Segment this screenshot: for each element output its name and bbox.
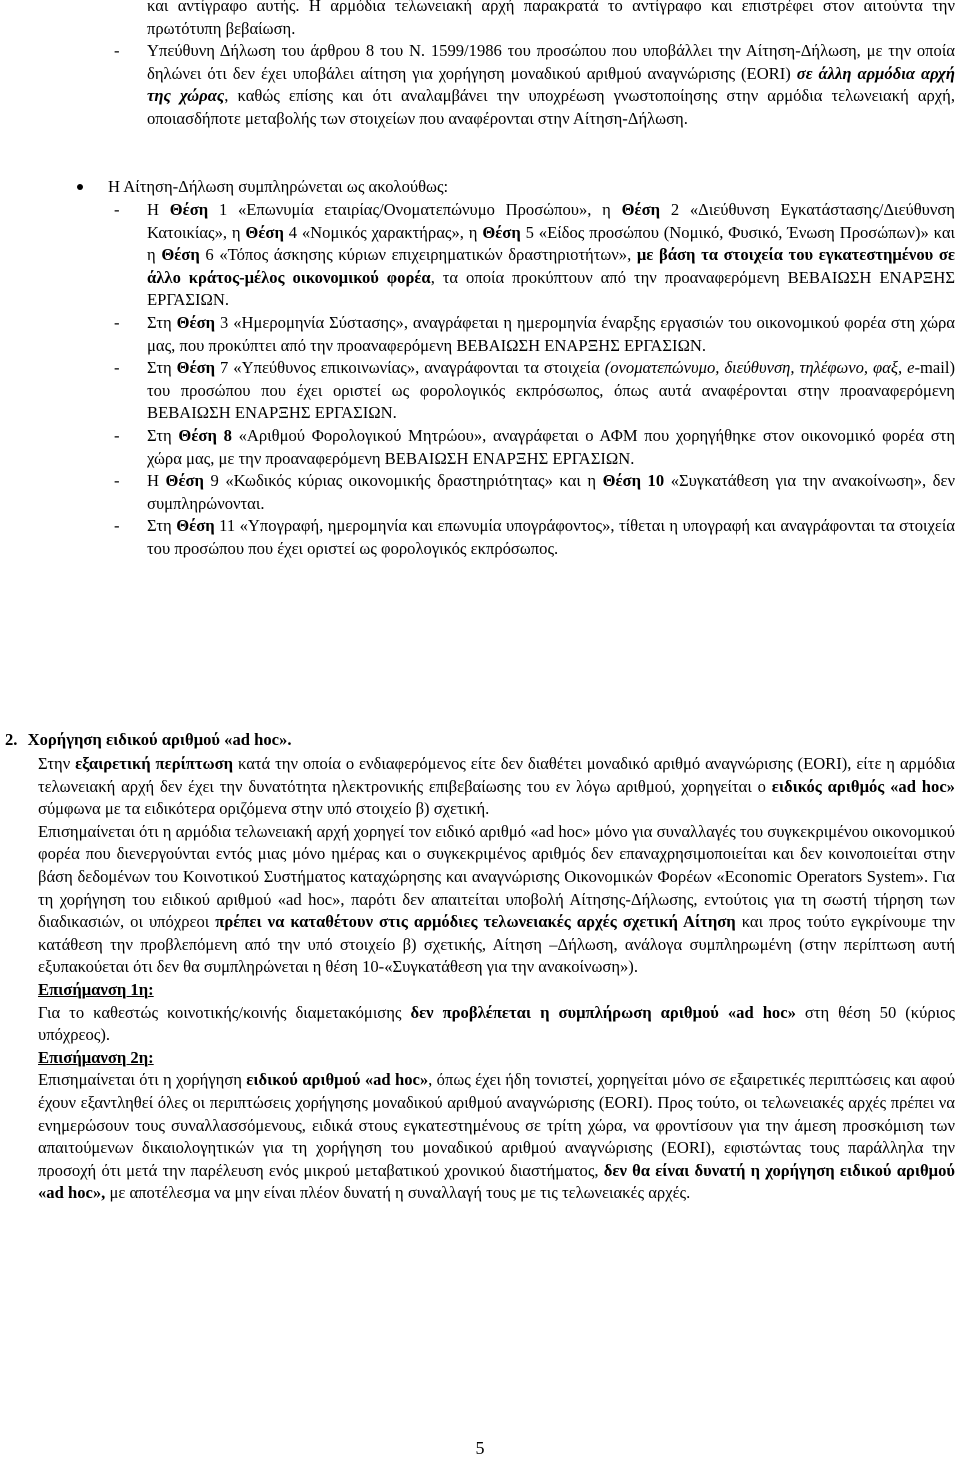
section-title: Χορήγηση ειδικού αριθμού «ad hoc».	[27, 730, 292, 749]
text-run: Στη	[147, 358, 177, 378]
text-run: 4 «Νομικός χαρακτήρας», η	[283, 222, 483, 242]
section-2-heading	[5, 729, 291, 752]
text-run: Η	[147, 200, 170, 219]
text-run: 11 «Υπογραφή, ημερομηνία και επωνυμία υπογράφοντος», τίθεται η υπογραφή και αναγράφονται τα στοιχεία του προσώπου που έχει οριστεί ως φορολογικός εκπρόσωπος.	[147, 516, 955, 558]
position-item	[114, 199, 956, 312]
bold-text: Θέση	[621, 200, 661, 219]
position-item	[114, 312, 955, 357]
text-run: Επισημαίνεται ότι η αρμόδια τελωνειακή αρχή χορηγεί τον ειδικό αριθμό «ad hoc» μόνο για συναλλαγές του συγκεκριμένου οικονομικού φορέα που διενεργούνται εντός μιας μόνο ημέρας και ο συγκεκριμένος αριθμός δεν επαναχρησιμοποιείται και δεν κοινοποιείται στην βάση δεδομένων του Κοινοτικού Συστήματος καταχώρησης και αναγνώρισης Οικονομικών Φορέων «Economic Operators System». Για τη χορήγηση του ειδικού αριθμού «ad hoc», παρότι δεν απαιτείται υποβολή Αίτησης-Δήλωσης, εντούτοις για τη σωστή τήρηση των διαδικασιών, οι υπόχρεοι	[38, 821, 955, 932]
bold-text: Θέση	[176, 358, 216, 378]
bold-text: ειδικού αριθμού «ad hoc»	[246, 1070, 429, 1090]
text-run: 5 «Είδος προσώπου (Νομικό, Φυσικό, Ένωση Προσώπων)» και η	[147, 222, 956, 265]
dash-item-declaration	[114, 40, 955, 130]
bold-text: εξαιρετική περίπτωση	[75, 754, 234, 773]
adhoc-paragraph-1	[38, 753, 955, 821]
note-2-text	[38, 1069, 955, 1205]
text-run: και προς τούτο εγκρίνουμε την κατάθεση την προβλεπόμενη από την υπό στοιχείο β) σχετικής, Αίτηση –Δήλωση, ανάλογα συμπληρωμένη (στην περίπτωση αυτή εξυπακούεται ότι δεν θα συμπληρώνεται η θέση 10-«Συγκατάθεση για την ανακοίνωση»).	[38, 912, 955, 977]
bold-text: πρέπει να καταθέτουν στις αρμόδιες τελωνειακές αρχές σχετική Αίτηση	[215, 912, 736, 932]
bold-text: με βάση τα στοιχεία του εγκατεστημένου σε άλλο κράτος-μέλος οικονομικού φορέα	[147, 245, 955, 287]
text-run: Στη	[147, 516, 177, 536]
bold-text: ειδικός αριθμός «ad hoc»	[771, 776, 955, 796]
bold-text: Θέση	[165, 471, 204, 491]
text-run: Στην	[38, 754, 76, 773]
text-run: Η	[147, 471, 166, 491]
position-item	[114, 425, 955, 470]
dash-mark: -	[114, 516, 120, 536]
text-run: -mail) του προσώπου που έχει οριστεί ως φορολογικός εκπρόσωπος, όπως αυτά αναφέρονται στην προαναφερόμενη ΒΕΒΑΙΩΣΗ ΕΝΑΡΞΗΣ ΕΡΓΑΣΙΩΝ.	[147, 358, 956, 423]
dash-mark: -	[114, 358, 120, 378]
bold-text: δεν προβλέπεται η συμπλήρωση αριθμού «ad hoc»	[410, 1002, 796, 1022]
bold-text: δεν θα είναι δυνατή η χορήγηση ειδικού αριθμού «ad hoc»,	[38, 1160, 955, 1203]
section-number: 2.	[5, 730, 18, 749]
declaration-emphasis: σε άλλη αρμόδια αρχή της χώρας	[147, 63, 955, 106]
text-run: Επισημαίνεται ότι η χορήγηση	[38, 1070, 247, 1090]
text-run: στη θέση 50 (κύριος υπόχρεος).	[38, 1002, 955, 1045]
dash-mark: -	[114, 471, 120, 491]
bold-text: Θέση	[176, 312, 216, 332]
position-item	[114, 470, 955, 515]
text-run: 6 «Τόπος άσκησης κύριων επιχειρηματικών δραστηριοτήτων»,	[199, 245, 637, 265]
dash-mark: -	[114, 312, 120, 332]
text-run: «Αριθμού Φορολογικού Μητρώου», αναγράφεται ο ΑΦΜ που χορηγήθηκε στον οικονομικό φορέα στη χώρα μας, με την προαναφερόμενη ΒΕΒΑΙΩΣΗ ΕΝΑΡΞΗΣ ΕΡΓΑΣΙΩΝ.	[147, 425, 955, 468]
text-run: Στη	[147, 312, 177, 332]
section-2-body	[38, 753, 955, 1205]
bold-text: Θέση 10	[602, 471, 665, 491]
bold-text: Θέση	[482, 222, 521, 242]
bold-text: Θέση	[161, 245, 200, 265]
dash-mark: -	[114, 200, 120, 219]
bold-text: Θέση	[169, 200, 209, 219]
text-run: σύμφωνα με τα ειδικότερα οριζόμενα στην υπό στοιχείο β) σχετική.	[38, 799, 490, 819]
text-run: Για το καθεστώς κοινοτικής/κοινής διαμετακόμισης	[38, 1002, 411, 1022]
note-2-title: Επισήμανση 2η:	[38, 1047, 154, 1067]
bold-text: Θέση 8	[178, 425, 232, 445]
text-run: Στη	[147, 425, 179, 445]
bold-text: Θέση	[176, 516, 215, 536]
bullet-intro	[108, 176, 955, 199]
note-1-title: Επισήμανση 1η:	[38, 979, 154, 999]
text-run: , τα οποία προκύπτουν από την προαναφερόμενη ΒΕΒΑΙΩΣΗ ΕΝΑΡΞΗΣ ΕΡΓΑΣΙΩΝ.	[147, 267, 955, 310]
position-item	[114, 515, 955, 560]
text-run: με αποτέλεσμα να μην είναι πλέον δυνατή η συναλλαγή τους με τις τελωνειακές αρχές.	[105, 1183, 691, 1203]
text-run: 3 «Ημερομηνία Σύστασης», αναγράφεται η ημερομηνία έναρξης εργασιών του οικονομικού φορέα στη χώρα μας, που προκύπτει από την προαναφερόμενη ΒΕΒΑΙΩΣΗ ΕΝΑΡΞΗΣ ΕΡΓΑΣΙΩΝ.	[147, 312, 955, 355]
text-run: 7 «Υπεύθυνος επικοινωνίας», αναγράφονται τα στοιχεία	[215, 358, 605, 378]
continuation-paragraph: και αντίγραφο αυτής. Η αρμόδια τελωνειακή αρχή παρακρατά το αντίγραφο και επιστρέφει στον αιτούντα την πρωτότυπη βεβαίωση.	[147, 0, 955, 38]
text-run: 1 «Επωνυμία εταιρίας/Ονοματεπώνυμο Προσώπου», η	[208, 200, 622, 219]
declaration-text-c: , καθώς επίσης και ότι αναλαμβάνει την υποχρέωση γνωστοποίησης στην αρμόδια τελωνειακή αρχή, οποιασδήποτε μεταβολής των στοιχείων που αναφέρονται στην Αίτηση-Δήλωση.	[147, 86, 955, 128]
italic-text: (ονοματεπώνυμο, διεύθυνση, τηλέφωνο, φαξ, e	[604, 358, 915, 378]
text-run: , όπως έχει ήδη τονιστεί, χορηγείται μόνο σε εξαιρετικές περιπτώσεις και αφού έχουν εξαντληθεί όλες οι περιπτώσεις χορήγησης μοναδικού αριθμού αναγνώρισης (EORI). Προς τούτο, οι τελωνειακές αρχές πρέπει να ενημερώσουν τους συναλλασσόμενους, ειδικά στους εγκατεστημένους σε τρίτη χώρα, να φροντίσουν για την άμεση προσκόμιση των απαιτούμενων δικαιολογητικών για τη χορήγηση του μοναδικού αριθμού αναγνώρισης (EORI), εφιστώντας τους παράλληλα την προσοχή ότι μετά την παρέλευση ενός μικρού μεταβατικού χρονικού διαστήματος,	[38, 1070, 955, 1180]
adhoc-paragraph-2	[38, 821, 955, 979]
bullet-dot-icon	[77, 184, 83, 190]
dash-mark: -	[114, 425, 120, 445]
bold-text: Θέση	[245, 222, 284, 242]
text-run: 9 «Κωδικός κύριας οικονομικής δραστηριότητας» και η	[203, 471, 603, 491]
text-run: 2 «Διεύθυνση Εγκατάστασης/Διεύθυνση Κατοικίας», η	[147, 200, 955, 242]
dash-mark: -	[114, 41, 120, 60]
note-1-text	[38, 1002, 955, 1047]
position-instructions-list	[114, 199, 956, 561]
bullet-intro-text: Η Αίτηση-Δήλωση συμπληρώνεται ως ακολούθως:	[108, 177, 449, 196]
page-number: 5	[475, 1438, 485, 1458]
declaration-text-a: Υπεύθυνη Δήλωση του άρθρου 8 του Ν. 1599/1986 του προσώπου που υποβάλλει την Αίτηση-Δήλωση, με την οποία δηλώνει ότι δεν έχει υποβάλει αίτηση για χορήγηση μοναδικού αριθμού αναγνώρισης (EORI)	[147, 41, 955, 83]
position-item	[114, 357, 956, 425]
text-run: κατά την οποία ο ενδιαφερόμενος είτε δεν διαθέτει μοναδικό αριθμό αναγνώρισης (EORI), είτε η αρμόδια τελωνειακή αρχή δεν έχει την δυνατότητα ηλεκτρονικής επιβεβαίωσης του εν λόγω αριθμού, χορηγείται ο	[38, 754, 955, 796]
text-run: «Συγκατάθεση για την ανακοίνωση», δεν συμπληρώνονται.	[147, 471, 955, 513]
